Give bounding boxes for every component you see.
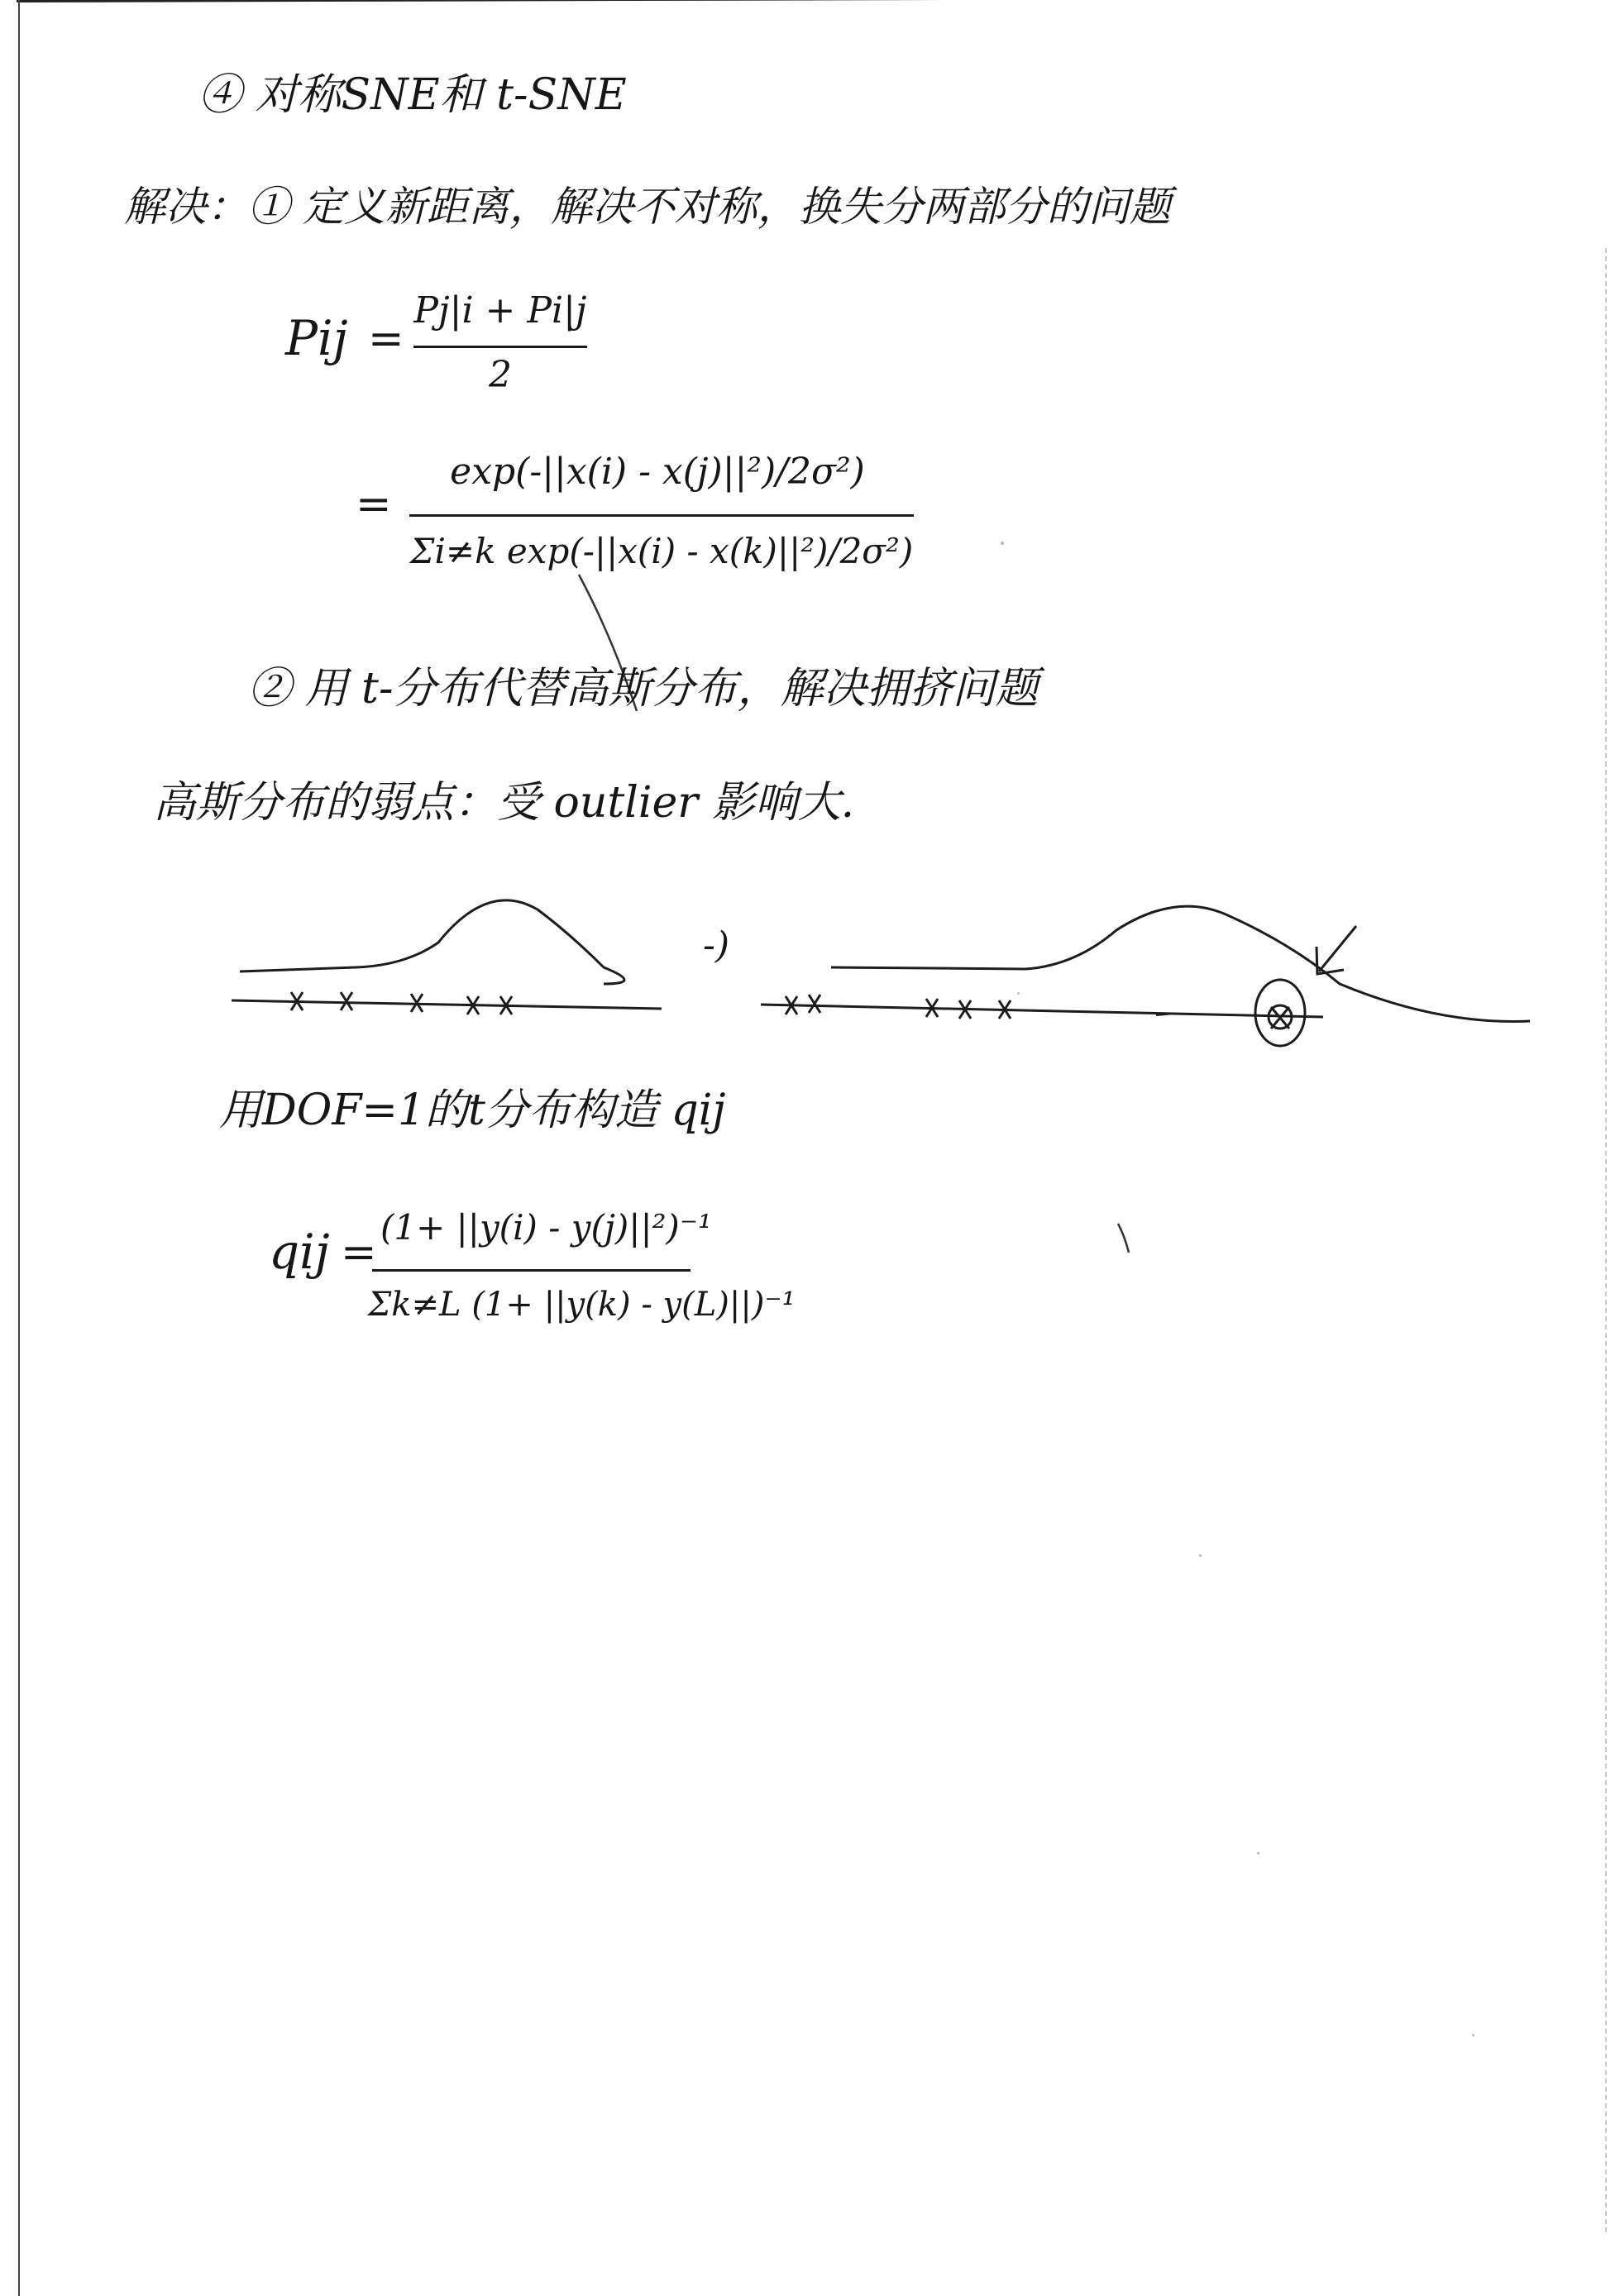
t-distribution-sketch bbox=[761, 906, 1530, 1046]
distribution-sketch bbox=[215, 860, 1555, 1058]
solution-line-1: 解决：① 定义新距离，解决不对称，换失分两部分的问题 bbox=[124, 183, 1171, 231]
formula-q-fraction-bar bbox=[372, 1269, 691, 1272]
formula-p-numerator: Pj|i + Pi|j bbox=[413, 289, 587, 332]
formula-q-equals: = bbox=[341, 1228, 377, 1277]
formula-q-numerator: (1+ ||y(i) - y(j)||²)⁻¹ bbox=[380, 1207, 712, 1248]
scan-speck bbox=[1472, 2034, 1474, 2036]
formula-p-equals: = bbox=[368, 314, 404, 364]
solution-line-2: ② 用 t-分布代替高斯分布，解决拥挤问题 bbox=[248, 664, 1039, 714]
dof-line: 用DOF=1的t分布构造 qij bbox=[219, 1086, 726, 1135]
outlier-mark bbox=[1255, 980, 1305, 1046]
formula-p-denominator-2: Σi≠k exp(-||x(i) - x(k)||²)/2σ²) bbox=[409, 531, 914, 571]
weakness-line: 高斯分布的弱点：受 outlier 影响大. bbox=[153, 778, 855, 828]
formula-q-denominator: Σk≠L (1+ ||y(k) - y(L)||)⁻¹ bbox=[368, 1286, 796, 1324]
scan-speck bbox=[1001, 542, 1004, 545]
outlier-pointer-arrow bbox=[1317, 926, 1356, 974]
formula-p-lhs: Pij bbox=[285, 310, 348, 366]
formula-p-denominator: 2 bbox=[489, 354, 512, 396]
section-heading: ④ 对称SNE和 t-SNE bbox=[198, 70, 627, 120]
gaussian-sketch bbox=[232, 900, 662, 1014]
transition-arrow: -) bbox=[703, 924, 730, 967]
formula-q-lhs: qij bbox=[269, 1224, 330, 1280]
formula-p-numerator-2: exp(-||x(i) - x(j)||²)/2σ²) bbox=[450, 451, 865, 493]
formula-p-equals-2: = bbox=[356, 480, 392, 529]
scan-speck bbox=[1199, 1554, 1202, 1557]
scan-speck bbox=[1257, 1852, 1259, 1854]
scan-speck bbox=[1017, 992, 1020, 995]
